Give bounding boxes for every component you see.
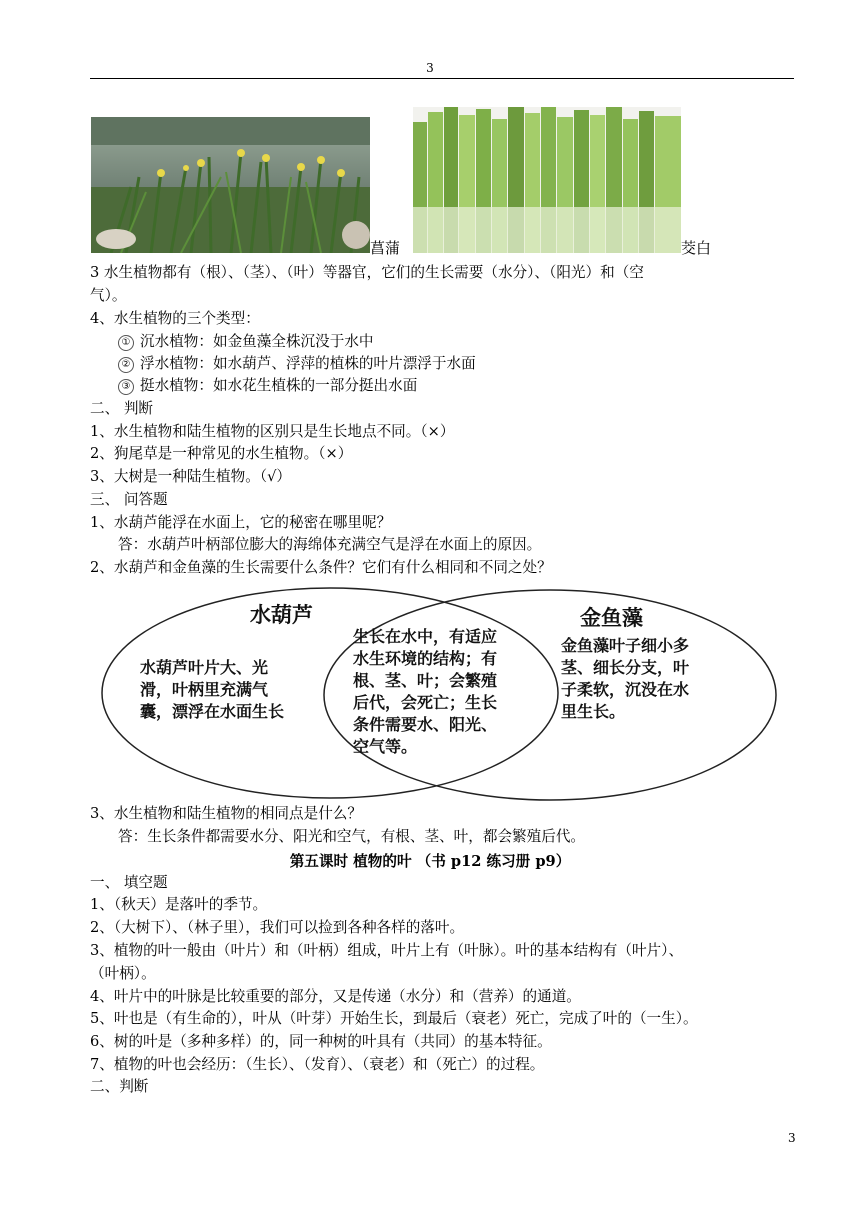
text-line: 3、植物的叶一般由（叶片）和（叶柄）组成，叶片上有（叶脉）。叶的基本结构有（叶片）、	[90, 942, 684, 959]
header-page-number: 3	[426, 61, 434, 75]
text-line: 3 水生植物都有（根）、（茎）、（叶）等器官，它们的生长需要（水分）、（阳光）和（空	[90, 264, 644, 281]
section-heading: 二、判断	[90, 1078, 149, 1095]
list-marker: ①	[118, 335, 134, 351]
text-line: 4、叶片中的叶脉是比较重要的部分，又是传递（水分）和（营养）的通道。	[90, 988, 581, 1005]
venn-center-text: 水生环境的结构；有	[353, 649, 498, 668]
text-line: 1、（秋天）是落叶的季节。	[90, 896, 268, 913]
text-line: 气）。	[90, 287, 127, 304]
text-line: 3、水生植物和陆生植物的相同点是什么？	[90, 805, 362, 822]
venn-left-title: 水葫芦	[250, 603, 313, 627]
header-rule	[90, 78, 794, 79]
venn-diagram	[95, 585, 785, 805]
venn-left-text: 水葫芦叶片大、光	[140, 658, 269, 677]
venn-right-text: 茎、细长分支，叶	[561, 658, 690, 677]
venn-center-text: 空气等。	[353, 737, 418, 756]
text-line: 2、（大树下）、（林子里），我们可以捡到各种各样的落叶。	[90, 919, 465, 936]
answer-line: 答：水葫芦叶柄部位膨大的海绵体充满空气是浮在水面上的原因。	[118, 536, 542, 553]
venn-center-text: 条件需要水、阳光、	[353, 715, 498, 734]
text-line: 2、水葫芦和金鱼藻的生长需要什么条件？它们有什么相同和不同之处？	[90, 559, 552, 576]
section-heading: 一、 填空题	[90, 874, 168, 891]
venn-center-text: 根、茎、叶；会繁殖	[353, 671, 498, 690]
venn-center-text: 后代，会死亡；生长	[353, 693, 498, 712]
venn-right-text: 子柔软，沉没在水	[561, 680, 690, 699]
text-line: 3、大树是一种陆生植物。（√）	[90, 468, 292, 485]
answer-line: 答：生长条件都需要水分、阳光和空气，有根、茎、叶，都会繁殖后代。	[118, 828, 586, 845]
text-line: 1、水生植物和陆生植物的区别只是生长地点不同。（×）	[90, 423, 455, 440]
section-heading: 三、 问答题	[90, 491, 168, 508]
water-bamboo-caption: 茭白	[681, 239, 712, 257]
venn-left-text: 滑，叶柄里充满气	[140, 680, 269, 699]
venn-right-text: 金鱼藻叶子细小多	[561, 636, 690, 655]
venn-left-text: 囊，漂浮在水面生长	[140, 702, 285, 721]
venn-right-title: 金鱼藻	[580, 606, 643, 630]
text-line: 5、叶也是（有生命的），叶从（叶芽）开始生长，到最后（衰老）死亡，完成了叶的（一生）。	[90, 1010, 698, 1027]
text-line: 2、狗尾草是一种常见的水生植物。（×）	[90, 445, 353, 462]
text-line: 4、水生植物的三个类型：	[90, 310, 260, 327]
venn-right-text: 里生长。	[561, 702, 626, 721]
lesson-title: 第五课时 植物的叶 （书 p12 练习册 p9）	[289, 853, 571, 870]
calamus-caption: 菖蒲	[370, 239, 401, 257]
calamus-photo	[91, 117, 370, 253]
list-marker: ②	[118, 357, 134, 373]
text-line: 7、植物的叶也会经历：（生长）、（发育）、（衰老）和（死亡）的过程。	[90, 1056, 545, 1073]
list-marker: ③	[118, 379, 134, 395]
list-item: ③ 挺水植物：如水花生植株的一部分挺出水面	[118, 376, 417, 396]
venn-center-text: 生长在水中，有适应	[353, 627, 498, 646]
text-line: 1、水葫芦能浮在水面上，它的秘密在哪里呢？	[90, 514, 392, 531]
water-bamboo-photo	[413, 107, 681, 253]
text-line: （叶柄）。	[90, 965, 156, 982]
list-item: ② 浮水植物：如水葫芦、浮萍的植株的叶片漂浮于水面	[118, 354, 476, 374]
list-item: ① 沉水植物：如金鱼藻全株沉没于水中	[118, 332, 374, 352]
footer-page-number: 3	[788, 1131, 796, 1145]
text-line: 6、树的叶是（多种多样）的，同一种树的叶具有（共同）的基本特征。	[90, 1033, 552, 1050]
section-heading: 二、 判断	[90, 400, 154, 417]
